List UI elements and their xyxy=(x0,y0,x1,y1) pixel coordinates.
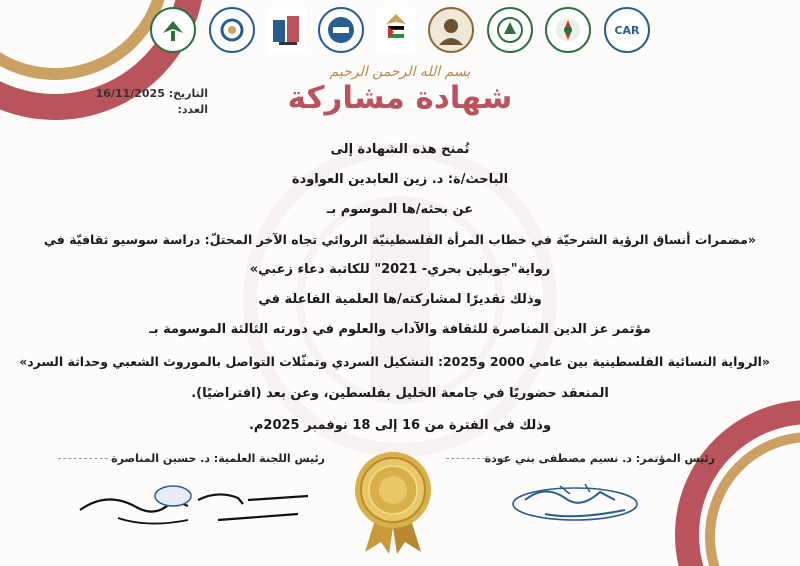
date-value: 16/11/2025 xyxy=(95,87,165,100)
green-eagle-logo xyxy=(150,7,196,53)
body-line: رواية"جوبلين بحري- 2021" للكاتبة دعاء زعبي» xyxy=(249,262,551,277)
signature-line-left xyxy=(58,458,108,459)
body-line: «مضمرات أنساق الرؤية الشرحيّة في خطاب المرأة الفلسطينيّة الروائي تجاه الآخر المحتلّ: دراسة سوسيو ثقافيّة في xyxy=(43,232,756,247)
body-line: «الرواية النسائية الفلسطينية بين عامي 2000 و2025: التشكيل السردي وتمثّلات التواصل بالموروث الشعبي وحداثة السرد» xyxy=(19,354,770,369)
portrait-logo xyxy=(428,7,474,53)
palestine-emblem-logo xyxy=(377,7,415,53)
car-logo xyxy=(604,7,650,53)
conference-head-title: رئيس المؤتمر: د. نسيم مصطفى بني عودة xyxy=(484,452,715,465)
basmala: بسم الله الرحمن الرحيم xyxy=(329,64,471,80)
car-logo-label: CAR xyxy=(614,23,640,37)
date-label: التاريخ: xyxy=(168,87,208,100)
hebron-university-logo xyxy=(487,7,533,53)
scientific-committee-head-title: رئيس اللجنة العلمية: د. حسين المناصرة xyxy=(111,452,325,465)
date-row xyxy=(58,86,208,102)
page-title: شهادة مشاركة xyxy=(287,80,513,116)
body-line: وذلك تقديرًا لمشاركته/ها العلمية الفاعلة في xyxy=(258,292,542,307)
gold-seal-icon xyxy=(343,448,443,556)
university-logo-green xyxy=(545,7,591,53)
body-line: الباحث/ة: د. زين العابدين العواودة xyxy=(291,172,509,187)
number-label: العدد: xyxy=(177,103,208,116)
body-line: وذلك في الفترة من 16 إلى 18 نوفمبر 2025م. xyxy=(248,418,552,433)
circle-blue-logo xyxy=(209,7,255,53)
body-line: مؤتمر عز الدين المناصرة للثقافة والآداب والعلوم في دورته الثالثة الموسومة بـ xyxy=(149,322,651,337)
number-row xyxy=(58,102,208,118)
blue-round-logo xyxy=(318,7,364,53)
signature-right-icon xyxy=(505,470,655,530)
body-line: تُمنح هذه الشهادة إلى xyxy=(330,142,470,157)
partner-logos-row xyxy=(150,6,650,54)
certificate-meta xyxy=(58,86,208,118)
book-logo xyxy=(268,7,306,53)
signature-left-icon xyxy=(68,470,323,530)
body-line: المنعقد حضوريًا في جامعة الخليل بفلسطين، وعن بعد (افتراضيًا). xyxy=(191,386,609,401)
body-line: عن بحثه/ها الموسوم بـ xyxy=(326,202,474,217)
signature-line-right xyxy=(446,458,506,459)
